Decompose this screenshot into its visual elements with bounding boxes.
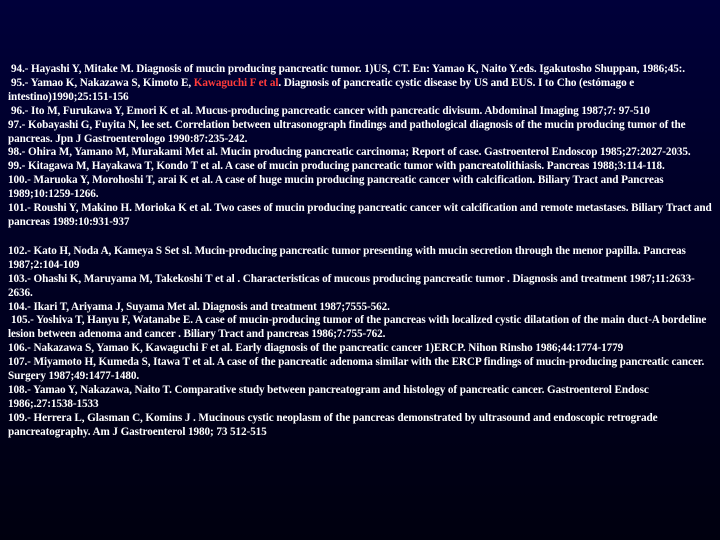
reference-107: 107.- Miyamoto H, Kumeda S, Itawa T et al. A case of the pancreatic adenoma similar with the ERCP findings of mucin-producing pancreatic cancer. Surgery 1987;49:1477-1480. [8, 356, 705, 383]
reference-95-highlighted-author: Kawaguchi F et al [193, 76, 279, 89]
reference-106: 106.- Nakazawa S, Yamao K, Kawaguchi F et al. Early diagnosis of the pancreatic cancer 1)ERCP. Nihon Rinsho 1986;44:1774-1779 [8, 342, 624, 355]
reference-95 [8, 77, 713, 105]
reference-96: 96.- Ito M, Furukawa Y, Emori K et al. Mucus-producing pancreatic cancer with pancreatic divisum. Abdominal Imaging 1987;7: 97-510 [11, 104, 650, 117]
reference-99: 99.- Kitagawa M, Hayakawa T, Kondo T et al. A case of mucin producing pancreatic tumor with pancreatolithiasis. Pancreas 1988;3:114-118. [8, 160, 665, 173]
reference-105: 105.- Yoshiva T, Hanyu F, Watanabe E. A case of mucin-producing tumor of the pancreas with localized cystic dilatation of the main duct-A bordeline lesion between adenoma and cancer . Biliary Tract and pancreas 1986;7:755-762. [8, 314, 707, 341]
reference-104: 104.- Ikari T, Ariyama J, Suyama Met al. Diagnosis and treatment 1987;7555-562. [8, 300, 390, 313]
reference-list [8, 63, 713, 440]
reference-108: 108.- Yamao Y, Nakazawa, Naito T. Comparative study between pancreatogram and histology of pancreatic cancer. Gastroenterol Endosc 1986;.27:1538-1533 [8, 383, 649, 410]
reference-101: 101.- Roushi Y, Makino H. Morioka K et al. Two cases of mucin producing pancreatic cancer wit calcification and remote metastases. Biliary Tract and pancreas 1989:10:931-937 [8, 202, 712, 228]
reference-95-authors: 95.- Yamao K, Nakazawa S, Kimoto E, [11, 76, 194, 89]
reference-100: 100.- Maruoka Y, Morohoshi T, arai K et al. A case of huge mucin producing pancreatic cancer with calcification. Biliary Tract and Pancreas 1989;10:1259-1266. [8, 174, 664, 201]
reference-109: 109.- Herrera L, Glasman C, Komins J . Mucinous cystic neoplasm of the pancreas demonstrated by ultrasound and endoscopic retrograde pancreatography. Am J Gastroenterol 1980; 73 512-515 [8, 411, 658, 438]
reference-98: 98.- Ohira M, Yamano M, Murakami Met al. Mucin producing pancreatic carcinoma; Report of case. Gastroenterol Endoscop 1985;27:2027-2035. [8, 146, 691, 159]
reference-95-rest: . Diagnosis of pancreatic cystic disease by US and EUS. I to Cho (estómago e intestino)1990;25:151-156 [8, 76, 635, 103]
reference-94: 94.- Hayashi Y, Mitake M. Diagnosis of mucin producing pancreatic tumor. 1)US, CT. En: Yamao K, Naito Y.eds. Igakutosho Shuppan, 1986;45:. [11, 63, 686, 75]
reference-97: 97.- Kobayashi G, Fuyita N, lee set. Correlation between ultrasonograph findings and pathological diagnosis of the mucin producing tumor of the pancreas. Jpn J Gastroenterologo 1990:87:235-242. [8, 118, 686, 145]
reference-102: 102.- Kato H, Noda A, Kameya S Set sl. Mucin-producing pancreatic tumor presenting with mucin secretion through the menor papilla. Pancreas 1987;2:104-109 [8, 244, 686, 271]
reference-103: 103.- Ohashi K, Maruyama M, Takekoshi T et al . Characteristicas of mucous producing pancreatic tumor . Diagnosis and treatment 1987;11:2633-2636. [8, 272, 695, 299]
